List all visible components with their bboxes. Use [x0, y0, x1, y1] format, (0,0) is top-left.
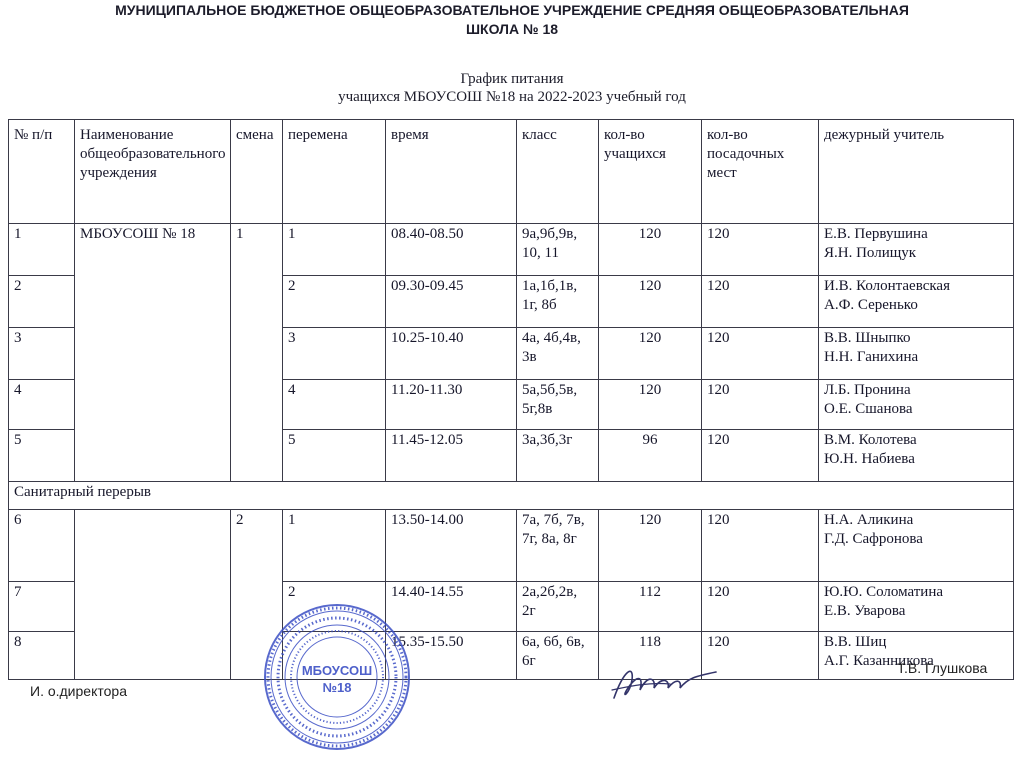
time-cell: 14.40-14.55	[386, 582, 517, 632]
teacher-name: Н.А. Аликина	[824, 512, 914, 528]
students-count: 118	[599, 632, 702, 680]
break-number: 2	[283, 582, 386, 632]
students-count: 112	[599, 582, 702, 632]
col-header-number: № п/п	[9, 120, 75, 224]
class-cell: 9а,9б,9в, 10, 11	[517, 224, 599, 276]
shift-number: 2	[231, 510, 283, 680]
teacher-cell	[819, 582, 1014, 632]
row-number: 1	[9, 224, 75, 276]
break-number: 2	[283, 276, 386, 328]
seats-count: 120	[702, 510, 819, 582]
table-row	[9, 510, 1014, 582]
row-number: 4	[9, 380, 75, 430]
break-number: 1	[283, 224, 386, 276]
teacher-cell	[819, 430, 1014, 482]
teacher-name: Я.Н. Полищук	[824, 245, 917, 261]
teacher-name: В.В. Шиц	[824, 634, 887, 650]
row-number: 5	[9, 430, 75, 482]
students-count: 120	[599, 328, 702, 380]
row-number: 2	[9, 276, 75, 328]
title-line2: учащихся МБОУСОШ №18 на 2022-2023 учебный год	[338, 89, 686, 105]
col-header-institution: Наименование общеобразовательного учреждения	[75, 120, 231, 224]
break-number: 5	[283, 430, 386, 482]
teacher-name: А.Ф. Серенько	[824, 297, 918, 313]
seats-count: 120	[702, 380, 819, 430]
teacher-name: В.В. Шныпко	[824, 330, 911, 346]
teacher-name: А.Г. Казанникова	[824, 653, 934, 669]
teacher-name: О.Е. Сшанова	[824, 401, 913, 417]
break-number: 3	[283, 328, 386, 380]
document-title	[0, 70, 1024, 106]
teacher-name: Л.Б. Пронина	[824, 382, 911, 398]
teacher-cell	[819, 276, 1014, 328]
teacher-cell	[819, 224, 1014, 276]
shift-number: 1	[231, 224, 283, 482]
time-cell: 08.40-08.50	[386, 224, 517, 276]
class-cell: 7а, 7б, 7в, 7г, 8а, 8г	[517, 510, 599, 582]
time-cell: 09.30-09.45	[386, 276, 517, 328]
stamp-text-line2: №18	[322, 680, 352, 695]
row-number: 6	[9, 510, 75, 582]
col-header-class: класс	[517, 120, 599, 224]
time-cell: 11.20-11.30	[386, 380, 517, 430]
class-cell: 6а, 6б, 6в, 6г	[517, 632, 599, 680]
teacher-name: Ю.Н. Набиева	[824, 451, 915, 467]
table-header-row	[9, 120, 1014, 224]
seats-count: 120	[702, 632, 819, 680]
teacher-cell	[819, 328, 1014, 380]
signature-image	[610, 660, 720, 704]
teacher-name: Ю.Ю. Соломатина	[824, 584, 944, 600]
teacher-name: В.М. Колотева	[824, 432, 917, 448]
col-header-shift: смена	[231, 120, 283, 224]
col-header-time: время	[386, 120, 517, 224]
stamp-text-line1: МБОУСОШ	[301, 663, 373, 678]
seats-count: 120	[702, 328, 819, 380]
students-count: 120	[599, 380, 702, 430]
time-cell: 15.35-15.50	[386, 632, 517, 680]
teacher-name: Н.Н. Ганихина	[824, 349, 919, 365]
students-count: 120	[599, 224, 702, 276]
class-cell: 1а,1б,1в, 1г, 8б	[517, 276, 599, 328]
break-number: 1	[283, 510, 386, 582]
meal-schedule-table	[8, 119, 1014, 680]
time-cell: 11.45-12.05	[386, 430, 517, 482]
sanitary-break-label: Санитарный перерыв	[9, 482, 1014, 510]
teacher-name: Е.В. Уварова	[824, 603, 906, 619]
school-name: МБОУСОШ № 18	[75, 224, 231, 482]
teacher-name: Е.В. Первушина	[824, 226, 928, 242]
seats-count: 120	[702, 224, 819, 276]
col-header-students: кол-во учащихся	[599, 120, 702, 224]
org-name-line2: ШКОЛА № 18	[465, 21, 559, 37]
seats-count: 120	[702, 582, 819, 632]
official-stamp	[262, 602, 412, 752]
row-number: 7	[9, 582, 75, 632]
class-cell: 4а, 4б,4в, 3в	[517, 328, 599, 380]
seats-count: 120	[702, 276, 819, 328]
row-number: 8	[9, 632, 75, 680]
seats-count: 120	[702, 430, 819, 482]
sanitary-break-row	[9, 482, 1014, 510]
school-name-empty	[75, 510, 231, 680]
director-label: И. о.директора	[30, 683, 127, 699]
students-count: 96	[599, 430, 702, 482]
class-cell: 2а,2б,2в, 2г	[517, 582, 599, 632]
col-header-seats: кол-во посадочных мест	[702, 120, 819, 224]
teacher-cell	[819, 510, 1014, 582]
teacher-name: Г.Д. Сафронова	[824, 531, 923, 547]
students-count: 120	[599, 510, 702, 582]
title-line1: График питания	[460, 71, 564, 87]
class-cell: 3а,3б,3г	[517, 430, 599, 482]
time-cell: 10.25-10.40	[386, 328, 517, 380]
class-cell: 5а,5б,5в, 5г,8в	[517, 380, 599, 430]
students-count: 120	[599, 276, 702, 328]
org-name-line1: МУНИЦИПАЛЬНОЕ БЮДЖЕТНОЕ ОБЩЕОБРАЗОВАТЕЛЬНОЕ УЧРЕЖДЕНИЕ СРЕДНЯЯ ОБЩЕОБРАЗОВАТЕЛЬНАЯ	[115, 2, 909, 18]
director-name: Т.В. Глушкова	[897, 660, 988, 676]
col-header-teacher: дежурный учитель	[819, 120, 1014, 224]
break-number: 4	[283, 380, 386, 430]
teacher-name: И.В. Колонтаевская	[824, 278, 950, 294]
teacher-cell	[819, 380, 1014, 430]
col-header-break: перемена	[283, 120, 386, 224]
row-number: 3	[9, 328, 75, 380]
table-row	[9, 224, 1014, 276]
time-cell: 13.50-14.00	[386, 510, 517, 582]
